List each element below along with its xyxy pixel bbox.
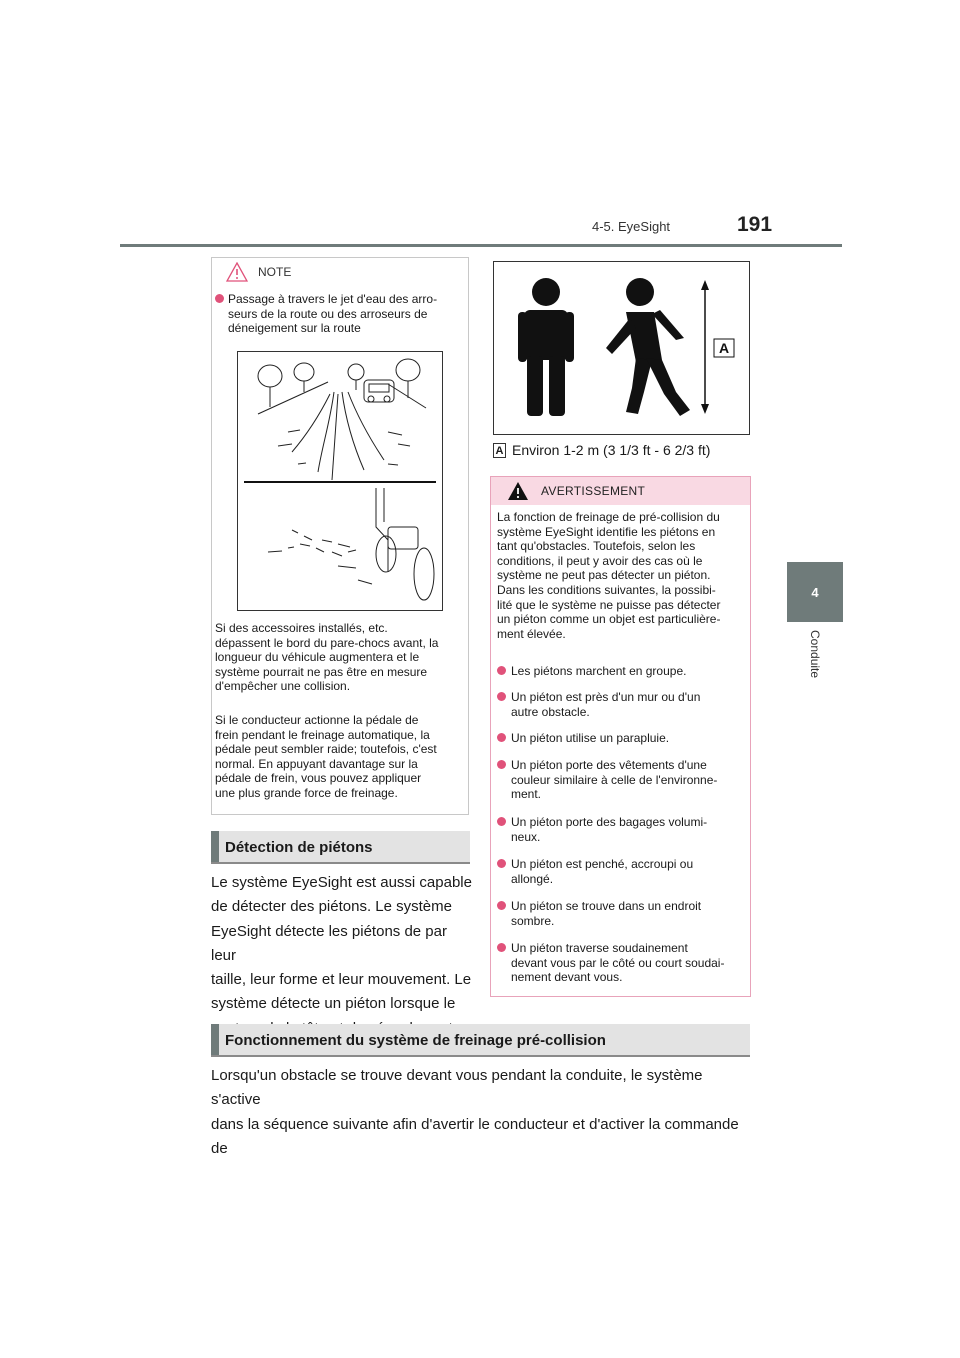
figure-caption: A Environ 1-2 m (3 1/3 ft - 6 2/3 ft) bbox=[493, 442, 710, 458]
warning-list-item: Un piéton utilise un parapluie. bbox=[497, 731, 743, 746]
sprinkler-road-image bbox=[238, 352, 442, 610]
svg-text:A: A bbox=[718, 340, 730, 356]
warning-list-item: Un piéton est penché, accroupi ou allongé. bbox=[497, 857, 743, 886]
chapter-number: 4 bbox=[811, 584, 819, 600]
page-number: 191 bbox=[737, 213, 773, 236]
warning-intro: La fonction de freinage de pré-collision du système EyeSight identifie les piétons en tant qu'obstacles. Toutefois, selon les conditions, il peut y avoir des cas où le système ne peut pas détecter un piéton. Dans les conditions suivantes, la possibi- lité que le système ne puisse pas détecter un piéton comme un objet est particulière- ment élevée. bbox=[497, 510, 721, 641]
heading-pedestrian-detection: Détection de piétons bbox=[211, 831, 470, 864]
warning-list-item: Un piéton traverse soudainement devant vous par le côté ou court soudai- nement devant vous. bbox=[497, 941, 743, 985]
bullet-icon bbox=[497, 733, 506, 742]
note-bullet: Passage à travers le jet d'eau des arro- seurs de la route ou des arroseurs de déneigement sur la route bbox=[215, 292, 460, 336]
chapter-tab[interactable] bbox=[787, 562, 843, 622]
warning-list-item: Un piéton porte des vêtements d'une couleur similaire à celle de l'environne- ment. bbox=[497, 758, 743, 802]
bullet-icon bbox=[215, 294, 224, 303]
pedestrian-walking-icon bbox=[606, 278, 690, 416]
warning-triangle-icon bbox=[226, 262, 248, 282]
bullet-icon bbox=[497, 943, 506, 952]
warning-title: AVERTISSEMENT bbox=[541, 484, 646, 498]
note-title: NOTE bbox=[258, 265, 292, 279]
pedestrian-figure bbox=[493, 261, 750, 435]
heading-braking-operation: Fonctionnement du système de freinage pré-collision bbox=[211, 1024, 750, 1057]
note-paragraph-accessories: Si des accessoires installés, etc. dépassent le bord du pare-chocs avant, la longueur du véhicule augmentera et le système pourrait ne pas être en mesure d'empêcher une collision. bbox=[215, 621, 439, 693]
bullet-icon bbox=[497, 760, 506, 769]
warning-list-item: Un piéton se trouve dans un endroit sombre. bbox=[497, 899, 743, 928]
warning-list-item: Les piétons marchent en groupe. bbox=[497, 664, 743, 679]
warning-list-item: Un piéton porte des bagages volumi- neux. bbox=[497, 815, 743, 844]
pedestrian-detection-body: Le système EyeSight est aussi capable de détecter des piétons. Le système EyeSight détecte les piétons de par leur taille, leur forme et leur mouvement. Le système détecte un piéton lorsque le bbox=[211, 874, 472, 1013]
warning-triangle-icon bbox=[507, 481, 529, 501]
bullet-icon bbox=[497, 692, 506, 701]
sprinkler-illustration bbox=[237, 351, 443, 611]
bullet-icon bbox=[497, 901, 506, 910]
bullet-icon bbox=[497, 817, 506, 826]
pedestrian-illustration bbox=[494, 262, 749, 434]
bullet-icon bbox=[497, 859, 506, 868]
section-title: 4-5. EyeSight bbox=[592, 219, 671, 234]
braking-operation-body: Lorsqu'un obstacle se trouve devant vous pendant la conduite, le système s'active dans la séquence suivante afin d'avertir le conducteur et d'activer la commande de bbox=[211, 1067, 739, 1157]
height-arrow-icon bbox=[701, 280, 709, 414]
header-rule bbox=[120, 244, 842, 247]
label-a: A bbox=[493, 443, 506, 458]
chapter-label: Conduite bbox=[808, 630, 822, 679]
bullet-icon bbox=[497, 666, 506, 675]
note-header bbox=[226, 262, 291, 282]
pedestrian-standing-icon bbox=[518, 278, 574, 416]
warning-list-item: Un piéton est près d'un mur ou d'un autre obstacle. bbox=[497, 690, 743, 719]
note-paragraph-brake-pedal: Si le conducteur actionne la pédale de frein pendant le freinage automatique, la pédale peut sembler raide; toutefois, c'est normal. En appuyant davantage sur la pédale de frein, vous pouvez appliquer une plus grande force de freinage. bbox=[215, 713, 437, 800]
warning-header bbox=[491, 477, 750, 505]
